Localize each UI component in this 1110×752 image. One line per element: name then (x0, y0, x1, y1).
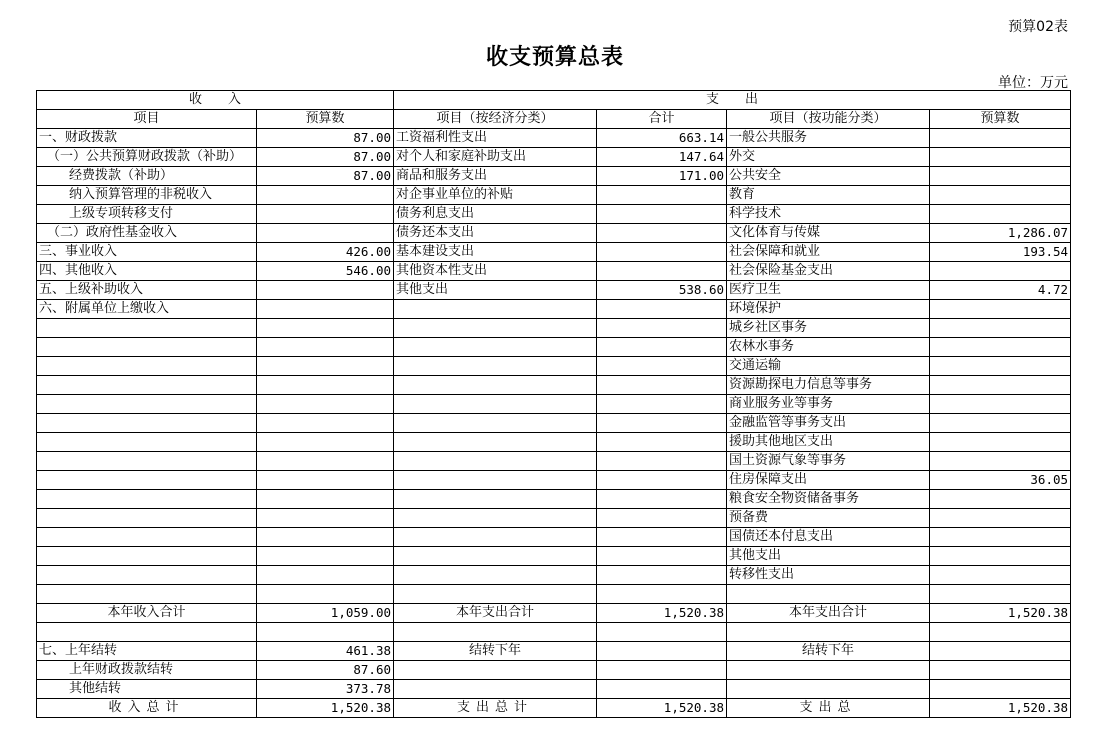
table-row (37, 395, 1071, 414)
cell-functional-item: 国土资源气象等事务 (727, 452, 930, 471)
cell-income-budget: 426.00 (257, 243, 394, 262)
cell-economic-total (597, 224, 727, 243)
table-row (37, 167, 1071, 186)
cell-income-item (37, 357, 257, 376)
cell-functional-budget (930, 376, 1071, 395)
cell-income-item (37, 395, 257, 414)
cell-income-item: （一）公共预算财政拨款（补助） (37, 148, 257, 167)
cell-functional-budget (930, 129, 1071, 148)
cell-functional-item: 金融监管等事务支出 (727, 414, 930, 433)
cell-functional-budget: 193.54 (930, 243, 1071, 262)
cell-income-budget: 87.00 (257, 167, 394, 186)
table-row (37, 566, 1071, 585)
cell-functional-item: 科学技术 (727, 205, 930, 224)
cell-economic-total (597, 528, 727, 547)
cell-economic-item: 对个人和家庭补助支出 (394, 148, 597, 167)
cell-functional-budget: 1,520.38 (930, 604, 1071, 623)
cell-functional-item: 其他支出 (727, 547, 930, 566)
col-header-total: 合计 (597, 110, 727, 129)
cell-functional-budget (930, 300, 1071, 319)
cell-functional-budget (930, 509, 1071, 528)
cell-functional-budget (930, 528, 1071, 547)
cell-functional-budget (930, 490, 1071, 509)
cell-income-budget (257, 471, 394, 490)
cell-income-item: 一、财政拨款 (37, 129, 257, 148)
col-header-functional-budget: 预算数 (930, 110, 1071, 129)
cell-functional-budget (930, 205, 1071, 224)
table-row (37, 243, 1071, 262)
table-row (37, 338, 1071, 357)
col-header-functional-item: 项目（按功能分类） (727, 110, 930, 129)
cell-income-item: 六、附属单位上缴收入 (37, 300, 257, 319)
cell-economic-total (597, 300, 727, 319)
cell-income-item: 纳入预算管理的非税收入 (37, 186, 257, 205)
cell-economic-item (394, 528, 597, 547)
cell-functional-item: 资源勘探电力信息等事务 (727, 376, 930, 395)
cell-functional-item: 环境保护 (727, 300, 930, 319)
table-row (37, 262, 1071, 281)
cell-functional-budget (930, 319, 1071, 338)
cell-economic-item (394, 471, 597, 490)
cell-functional-item: 交通运输 (727, 357, 930, 376)
cell-economic-item (394, 566, 597, 585)
cell-income-budget (257, 509, 394, 528)
cell-income-item (37, 490, 257, 509)
cell-functional-budget (930, 148, 1071, 167)
table-row (37, 642, 1071, 661)
cell-income-budget (257, 319, 394, 338)
cell-functional-budget (930, 452, 1071, 471)
cell-economic-total: 147.64 (597, 148, 727, 167)
cell-economic-item: 其他资本性支出 (394, 262, 597, 281)
cell-economic-total (597, 642, 727, 661)
cell-economic-item: 对企事业单位的补贴 (394, 186, 597, 205)
cell-economic-total (597, 585, 727, 604)
cell-economic-total (597, 186, 727, 205)
cell-functional-budget (930, 585, 1071, 604)
cell-income-budget (257, 338, 394, 357)
cell-income-budget (257, 414, 394, 433)
cell-functional-item: 商业服务业等事务 (727, 395, 930, 414)
cell-economic-item (394, 661, 597, 680)
cell-income-budget (257, 186, 394, 205)
cell-functional-item: 援助其他地区支出 (727, 433, 930, 452)
cell-income-budget (257, 566, 394, 585)
cell-economic-item (394, 319, 597, 338)
expense-group-header: 支 出 (394, 91, 1071, 110)
table-row (37, 319, 1071, 338)
table-row (37, 357, 1071, 376)
cell-economic-item: 商品和服务支出 (394, 167, 597, 186)
cell-functional-item: 社会保障和就业 (727, 243, 930, 262)
cell-income-item (37, 566, 257, 585)
cell-functional-item: 一般公共服务 (727, 129, 930, 148)
col-header-economic-item: 项目（按经济分类） (394, 110, 597, 129)
cell-economic-item (394, 547, 597, 566)
page-title: 收支预算总表 (485, 44, 624, 70)
cell-economic-total (597, 243, 727, 262)
table-row (37, 547, 1071, 566)
table-row (37, 376, 1071, 395)
cell-economic-item (394, 452, 597, 471)
table-row (37, 471, 1071, 490)
table-row (37, 509, 1071, 528)
cell-income-item: 上年财政拨款结转 (37, 661, 257, 680)
col-header-income-item: 项目 (37, 110, 257, 129)
cell-economic-item (394, 680, 597, 699)
cell-income-item: 五、上级补助收入 (37, 281, 257, 300)
table-row (37, 433, 1071, 452)
cell-functional-budget (930, 395, 1071, 414)
cell-economic-total: 1,520.38 (597, 604, 727, 623)
cell-economic-item (394, 395, 597, 414)
cell-functional-item (727, 585, 930, 604)
cell-income-budget: 1,520.38 (257, 699, 394, 718)
cell-economic-total (597, 509, 727, 528)
cell-income-budget (257, 452, 394, 471)
cell-economic-total: 663.14 (597, 129, 727, 148)
cell-economic-item: 其他支出 (394, 281, 597, 300)
cell-economic-total: 538.60 (597, 281, 727, 300)
cell-income-budget: 87.00 (257, 129, 394, 148)
group-header-row (37, 91, 1071, 110)
cell-economic-total (597, 376, 727, 395)
cell-income-item: 本年收入合计 (37, 604, 257, 623)
table-row (37, 129, 1071, 148)
table-row (37, 661, 1071, 680)
cell-functional-item: 社会保险基金支出 (727, 262, 930, 281)
cell-functional-item: 文化体育与传媒 (727, 224, 930, 243)
cell-economic-item: 工资福利性支出 (394, 129, 597, 148)
cell-economic-total (597, 566, 727, 585)
cell-income-item (37, 338, 257, 357)
cell-functional-budget (930, 680, 1071, 699)
cell-functional-budget (930, 433, 1071, 452)
cell-functional-budget (930, 186, 1071, 205)
cell-income-item (37, 623, 257, 642)
cell-income-item (37, 509, 257, 528)
table-row (37, 699, 1071, 718)
cell-income-item: 四、其他收入 (37, 262, 257, 281)
cell-functional-item: 医疗卫生 (727, 281, 930, 300)
cell-income-item (37, 319, 257, 338)
cell-economic-total (597, 205, 727, 224)
cell-economic-total: 1,520.38 (597, 699, 727, 718)
cell-income-budget (257, 224, 394, 243)
cell-income-budget: 87.60 (257, 661, 394, 680)
cell-economic-total (597, 433, 727, 452)
cell-economic-item (394, 623, 597, 642)
cell-functional-item: 农林水事务 (727, 338, 930, 357)
col-header-income-budget: 预算数 (257, 110, 394, 129)
cell-income-budget (257, 528, 394, 547)
cell-economic-item (394, 376, 597, 395)
cell-functional-budget: 1,520.38 (930, 699, 1071, 718)
table-row (37, 452, 1071, 471)
cell-economic-item: 结转下年 (394, 642, 597, 661)
cell-economic-item: 支出总计 (394, 699, 597, 718)
cell-income-budget (257, 376, 394, 395)
cell-income-budget: 461.38 (257, 642, 394, 661)
cell-economic-total (597, 357, 727, 376)
cell-income-budget (257, 623, 394, 642)
cell-economic-item (394, 300, 597, 319)
cell-economic-item (394, 357, 597, 376)
cell-income-budget (257, 395, 394, 414)
table-row (37, 680, 1071, 699)
cell-economic-total (597, 395, 727, 414)
cell-economic-total (597, 623, 727, 642)
cell-economic-total (597, 262, 727, 281)
cell-functional-budget: 36.05 (930, 471, 1071, 490)
cell-economic-item (394, 414, 597, 433)
table-row (37, 300, 1071, 319)
cell-functional-budget (930, 338, 1071, 357)
cell-income-item: （二）政府性基金收入 (37, 224, 257, 243)
cell-economic-item: 本年支出合计 (394, 604, 597, 623)
cell-income-item (37, 452, 257, 471)
cell-functional-budget (930, 414, 1071, 433)
cell-functional-budget (930, 167, 1071, 186)
cell-income-item: 其他结转 (37, 680, 257, 699)
table-row (37, 281, 1071, 300)
column-header-row (37, 110, 1071, 129)
cell-income-budget (257, 205, 394, 224)
cell-economic-total (597, 319, 727, 338)
cell-economic-item (394, 338, 597, 357)
cell-income-budget (257, 281, 394, 300)
cell-functional-budget (930, 661, 1071, 680)
cell-functional-item (727, 623, 930, 642)
cell-economic-item (394, 585, 597, 604)
cell-economic-item (394, 433, 597, 452)
cell-functional-item: 粮食安全物资储备事务 (727, 490, 930, 509)
table-row (37, 585, 1071, 604)
cell-functional-budget (930, 262, 1071, 281)
cell-economic-total (597, 471, 727, 490)
cell-functional-item: 住房保障支出 (727, 471, 930, 490)
cell-income-budget: 546.00 (257, 262, 394, 281)
table-row (37, 148, 1071, 167)
cell-economic-total (597, 414, 727, 433)
cell-income-budget (257, 357, 394, 376)
cell-economic-total (597, 680, 727, 699)
table-row (37, 490, 1071, 509)
table-row (37, 528, 1071, 547)
cell-income-budget (257, 490, 394, 509)
cell-functional-budget (930, 547, 1071, 566)
cell-income-budget (257, 433, 394, 452)
cell-functional-item (727, 680, 930, 699)
cell-income-budget (257, 585, 394, 604)
budget-table (36, 90, 1071, 718)
income-group-header: 收 入 (37, 91, 394, 110)
table-row (37, 205, 1071, 224)
cell-income-item (37, 528, 257, 547)
cell-economic-item (394, 490, 597, 509)
cell-functional-item: 结转下年 (727, 642, 930, 661)
cell-functional-item: 公共安全 (727, 167, 930, 186)
cell-functional-item: 转移性支出 (727, 566, 930, 585)
cell-economic-item: 债务还本支出 (394, 224, 597, 243)
cell-income-budget: 1,059.00 (257, 604, 394, 623)
cell-functional-item: 本年支出合计 (727, 604, 930, 623)
cell-functional-item: 支出总 (727, 699, 930, 718)
cell-functional-budget: 4.72 (930, 281, 1071, 300)
cell-income-item: 经费拨款（补助） (37, 167, 257, 186)
cell-income-item (37, 547, 257, 566)
cell-functional-budget (930, 623, 1071, 642)
cell-functional-item: 外交 (727, 148, 930, 167)
form-code: 预算02表 (1008, 19, 1068, 35)
cell-economic-total (597, 452, 727, 471)
cell-functional-item (727, 661, 930, 680)
cell-functional-budget (930, 357, 1071, 376)
cell-income-budget: 87.00 (257, 148, 394, 167)
cell-functional-item: 城乡社区事务 (727, 319, 930, 338)
table-row (37, 224, 1071, 243)
cell-functional-budget (930, 642, 1071, 661)
cell-income-budget (257, 547, 394, 566)
cell-income-budget (257, 300, 394, 319)
table-row (37, 604, 1071, 623)
cell-economic-total: 171.00 (597, 167, 727, 186)
cell-income-item: 收入总计 (37, 699, 257, 718)
cell-economic-total (597, 490, 727, 509)
unit-label: 单位：万元 (998, 75, 1068, 91)
table-row (37, 623, 1071, 642)
cell-income-item (37, 471, 257, 490)
cell-functional-item: 国债还本付息支出 (727, 528, 930, 547)
cell-income-item (37, 376, 257, 395)
cell-economic-item: 基本建设支出 (394, 243, 597, 262)
cell-income-item: 七、上年结转 (37, 642, 257, 661)
cell-income-item (37, 585, 257, 604)
cell-functional-budget (930, 566, 1071, 585)
cell-income-item: 上级专项转移支付 (37, 205, 257, 224)
cell-economic-total (597, 338, 727, 357)
cell-income-item (37, 433, 257, 452)
cell-functional-item: 教育 (727, 186, 930, 205)
table-row (37, 414, 1071, 433)
cell-income-item: 三、事业收入 (37, 243, 257, 262)
cell-economic-total (597, 661, 727, 680)
cell-economic-item: 债务利息支出 (394, 205, 597, 224)
cell-functional-item: 预备费 (727, 509, 930, 528)
table-row (37, 186, 1071, 205)
cell-income-item (37, 414, 257, 433)
cell-income-budget: 373.78 (257, 680, 394, 699)
cell-economic-total (597, 547, 727, 566)
cell-functional-budget: 1,286.07 (930, 224, 1071, 243)
cell-economic-item (394, 509, 597, 528)
